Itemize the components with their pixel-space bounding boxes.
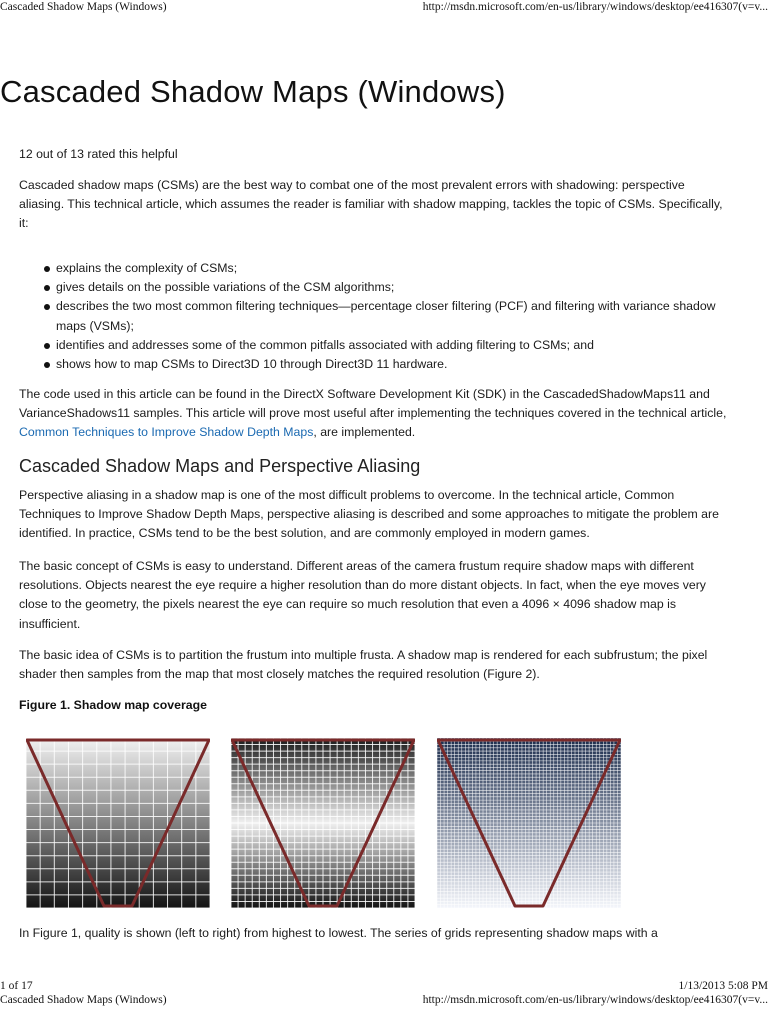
shadow-map-svg-low xyxy=(437,738,621,908)
page-title: Cascaded Shadow Maps (Windows) xyxy=(0,74,506,109)
shadow-map-svg-high xyxy=(26,738,210,908)
figure-paragraph: In Figure 1, quality is shown (left to right) from highest to lowest. The series of grids representing shadow maps with a xyxy=(19,926,658,940)
shadow-map-svg-medium xyxy=(231,738,415,908)
idea-paragraph: The basic idea of CSMs is to partition the frustum into multiple frusta. A shadow map is rendered for each subfrustum; the pixel shader then samples from the map that most closely matches the required resolution (Figure 2). xyxy=(19,648,708,682)
list-item: identifies and addresses some of the common pitfalls associated with adding filtering to CSMs; and xyxy=(19,336,731,355)
list-item: describes the two most common filtering techniques—percentage closer filtering (PCF) and filtering with variance shadow maps (VSMs); xyxy=(19,297,731,335)
code-paragraph-end: , are implemented. xyxy=(313,425,416,440)
shadow-map-figure-low xyxy=(437,738,621,908)
shadow-map-background xyxy=(26,738,210,908)
section-heading: Cascaded Shadow Maps and Perspective Aliasing xyxy=(19,456,421,476)
list-item: gives details on the possible variations of the CSM algorithms; xyxy=(19,278,731,297)
print-footer-page: 1 of 17 xyxy=(0,980,33,992)
print-footer-url: http://msdn.microsoft.com/en-us/library/windows/desktop/ee416307(v=v... xyxy=(422,994,768,1006)
figure-caption: Figure 1. Shadow map coverage xyxy=(19,698,207,712)
code-paragraph-text: The code used in this article can be found in the DirectX Software Development Kit (SDK) in the CascadedShadowMaps11 and VarianceShadows11 samples. This article will prove most useful after implementing the techniques covered in the technical article, xyxy=(19,387,727,421)
intro-paragraph: Cascaded shadow maps (CSMs) are the best way to combat one of the most prevalent errors with shadowing: perspective aliasing. This technical article, which assumes the reader is familiar with shadow mapping, tackles the topic of CSMs. Specifically, it: xyxy=(19,178,723,231)
aliasing-paragraph: Perspective aliasing in a shadow map is one of the most difficult problems to overcome. In the technical article, Common Techniques to Improve Shadow Depth Maps, perspective aliasing is described and some approaches to mitigate the problem are identified. In practice, CSMs tend to be the best solution, and are commonly employed in modern games. xyxy=(19,488,719,541)
print-header-title: Cascaded Shadow Maps (Windows) xyxy=(0,1,167,13)
shadow-map-figure-medium xyxy=(231,738,415,908)
print-footer-title: Cascaded Shadow Maps (Windows) xyxy=(0,994,167,1006)
code-paragraph xyxy=(19,385,731,443)
shadow-map-figure-high xyxy=(26,738,210,908)
concept-paragraph: The basic concept of CSMs is easy to understand. Different areas of the camera frustum require shadow maps with different resolutions. Objects nearest the eye require a higher resolution than do more distant objects. In fact, when the eye moves very close to the geometry, the pixels nearest the eye can require so much resolution that even a 4096 × 4096 shadow map is insufficient. xyxy=(19,559,706,631)
list-item: shows how to map CSMs to Direct3D 10 through Direct3D 11 hardware. xyxy=(19,355,731,374)
feature-list xyxy=(19,259,731,374)
list-item: explains the complexity of CSMs; xyxy=(19,259,731,278)
print-footer-datetime: 1/13/2013 5:08 PM xyxy=(678,980,768,992)
common-techniques-link[interactable]: Common Techniques to Improve Shadow Depth Maps xyxy=(19,425,314,440)
print-header-url: http://msdn.microsoft.com/en-us/library/windows/desktop/ee416307(v=v... xyxy=(422,1,768,13)
rating-text: 12 out of 13 rated this helpful xyxy=(19,147,178,161)
